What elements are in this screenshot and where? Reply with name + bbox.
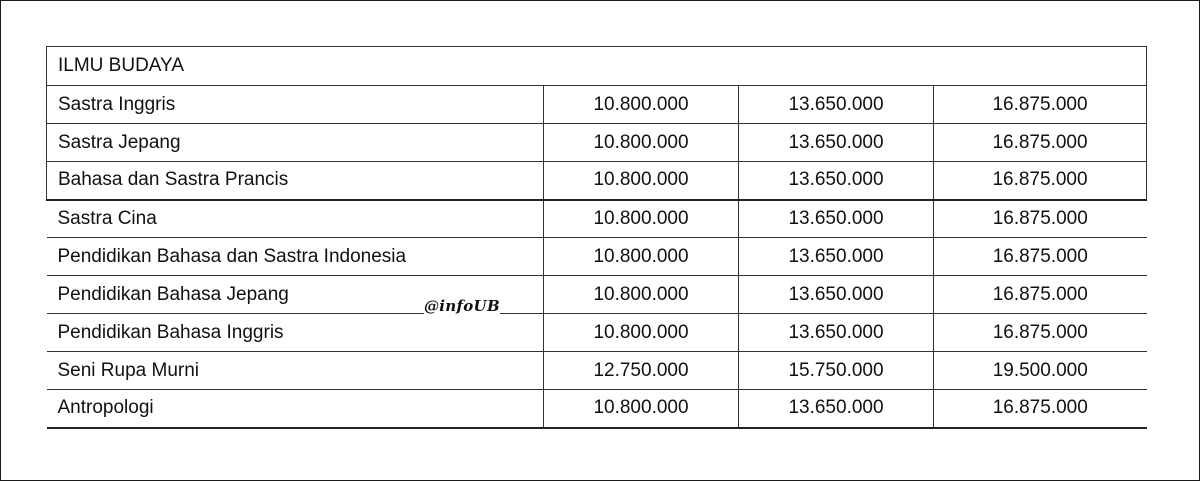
fee-value: 13.650.000	[739, 238, 934, 276]
section-title: ILMU BUDAYA	[47, 47, 1147, 86]
table-row	[47, 86, 1147, 124]
fee-value: 13.650.000	[739, 314, 934, 352]
tuition-table	[46, 46, 1147, 429]
fee-value: 13.650.000	[739, 390, 934, 428]
fee-value: 10.800.000	[544, 200, 739, 238]
fee-value: 13.650.000	[739, 86, 934, 124]
table-row	[47, 390, 1147, 428]
fee-value: 10.800.000	[544, 276, 739, 314]
fee-value: 16.875.000	[934, 314, 1147, 352]
fee-value: 10.800.000	[544, 314, 739, 352]
fee-value: 16.875.000	[934, 276, 1147, 314]
table-row	[47, 162, 1147, 200]
fee-value: 13.650.000	[739, 162, 934, 200]
fee-value: 16.875.000	[934, 162, 1147, 200]
program-name: Sastra Inggris	[47, 86, 544, 124]
watermark-text: @infoUB	[424, 297, 500, 315]
fee-value: 13.650.000	[739, 200, 934, 238]
fee-value: 10.800.000	[544, 390, 739, 428]
table-row	[47, 238, 1147, 276]
program-name: Pendidikan Bahasa dan Sastra Indonesia	[47, 238, 544, 276]
table-row	[47, 352, 1147, 390]
program-name: Pendidikan Bahasa Jepang	[47, 276, 544, 314]
fee-value: 12.750.000	[544, 352, 739, 390]
table-row	[47, 276, 1147, 314]
fee-value: 16.875.000	[934, 124, 1147, 162]
program-name: Pendidikan Bahasa Inggris	[47, 314, 544, 352]
fee-value: 10.800.000	[544, 124, 739, 162]
section-header-row	[47, 47, 1147, 86]
fee-value: 10.800.000	[544, 162, 739, 200]
fee-value: 19.500.000	[934, 352, 1147, 390]
fee-value: 16.875.000	[934, 238, 1147, 276]
fee-value: 16.875.000	[934, 86, 1147, 124]
program-name: Antropologi	[47, 390, 544, 428]
fee-value: 15.750.000	[739, 352, 934, 390]
table-row	[47, 200, 1147, 238]
table-row	[47, 314, 1147, 352]
table-row	[47, 124, 1147, 162]
fee-value: 16.875.000	[934, 200, 1147, 238]
fee-value: 16.875.000	[934, 390, 1147, 428]
fee-value: 10.800.000	[544, 238, 739, 276]
program-name: Sastra Cina	[47, 200, 544, 238]
program-name: Sastra Jepang	[47, 124, 544, 162]
fee-value: 13.650.000	[739, 124, 934, 162]
fee-value: 10.800.000	[544, 86, 739, 124]
program-name: Bahasa dan Sastra Prancis	[47, 162, 544, 200]
fee-value: 13.650.000	[739, 276, 934, 314]
program-name: Seni Rupa Murni	[47, 352, 544, 390]
